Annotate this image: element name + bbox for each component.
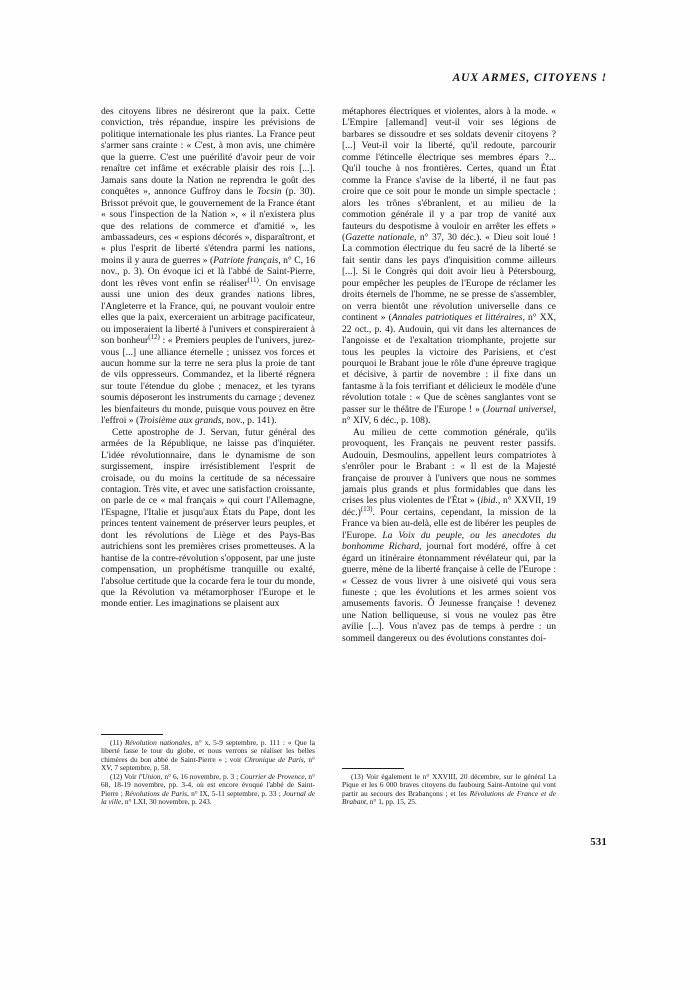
footnote-separator-rule: [342, 768, 404, 769]
paragraph: Cette apostrophe de J. Servan, futur général des armées de la République, ne laisse pas d'inquiéter. L'idée révolutionnaire, dans le dynamisme de son surgissement, inspire irrésistiblement l'esprit de croisade, ou du moins la certitude de sa nécessaire contagion. Très vite, et avec une satisfaction croissante, on parle de ce « mal français » qui court l'Allemagne, l'Espagne, l'Italie et jusqu'aux États du Pape, dont les princes tentent vainement de préserver leurs peuples, et dont les révolutions de Liège et des Pays-Bas autrichiens sont les premières crises prometteuses. A la hantise de la contre-révolution s'opposent, par une juste compensation, un prophétisme tranquille ou exalté, l'absolue certitude que la cocarde fera le tour du monde, que la Révolution va métamorphoser l'Europe et le monde entier. Les imaginations se plaisent aux: [101, 426, 315, 610]
paragraph: Au milieu de cette commotion générale, qu'ils provoquent, les Français ne peuvent rester passifs. Audouin, Desmoulins, appellent leurs compatriotes à s'enrôler pour le Brabant : « Il est de la Majesté française de prouver à l'univers que nous ne sommes jamais plus grands et plus formidables que dans les crises les plus violentes de l'État » (ibid., n° XXVII, 19 déc.)$^{(13)}$. Pour certains, cependant, la mission de la France va bien au-delà, elle est de libérer les peuples de l'Europe. La Voix du peuple, ou les anecdotes du bonhomme Richard, journal fort modéré, offre à cet égard un itinéraire étonnamment révélateur qui, par la guerre, mène de la liberté française à celle de l'Europe : « Cessez de vous livrer à une oisiveté qui vous sera funeste ; que les évolutions et les armes soient vos amusements favoris. Ô Jeunesse française ! devenez une Nation belliqueuse, si vous ne voulez pas être avilie [...]. Vous n'avez pas de temps à perdre : un sommeil dangereux ou des évolutions constantes doi-: [342, 426, 557, 644]
footnote: (12) Voir l'Union, n° 6, 16 novembre, p. 3 ; Courrier de Provence, n° 68, 18-19 novembre, pp. 3-4, où est encore évoqué l'abbé de Saint-Pierre ; Révolutions de Paris, n° IX, 5-11 septembre, p. 33 ; Journal de la ville, n° LXI, 30 novembre, p. 243.: [101, 771, 316, 806]
footnote-column-left: [101, 734, 315, 806]
footnote-column-right: [342, 734, 556, 806]
footnote: (13) Voir également le n° XXVIII, 20 décembre, sur le général La Pique et les 6 000 braves citoyens du faubourg Saint-Antoine qui vont partir au secours des Brabançons ; et les Révolutions de France et de Brabant, n° 1, pp. 15, 25.: [342, 772, 556, 807]
footnote: (11) Révolution nationales, n° x, 5-9 septembre, p. 111 : « Que la liberté fasse le tour du globe, et nous verrons se réaliser les belles chimères du bon abbé de Saint-Pierre » ; voir Chronique de Paris, n° XV, 7 septembre, p. 58.: [101, 738, 315, 773]
footnote-area: [101, 734, 611, 806]
footnote-separator-rule: [101, 734, 163, 735]
two-column-body: [101, 106, 611, 644]
paragraph: métaphores électriques et violentes, alors à la mode. « L'Empire [allemand] veut-il voir ses légions de barbares se dissoudre et ses soldats devenir citoyens ? [...] Veut-il voir la liberté, qu'il redoute, parcourir comme l'étincelle électrique ses membres épars ?... Qu'il touche à nos frontières. Certes, quand un État comme la France s'avise de la liberté, il ne faut pas croire que ce soit pour le monde un simple spectacle ; alors les trônes s'ébranlent, et au milieu de la commotion générale il y a par trop de vanité aux fauteurs du despotisme à vouloir en arrêter les effets » (Gazette nationale, n° 37, 30 déc.). « Dieu soit loué ! La commotion électrique du feu sacré de la liberté se fait sentir dans les pays d'inquisition comme ailleurs [...]. Si le Congrès qui doit avoir lieu à Pétersbourg, pour empêcher les peuples de l'Europe de réclamer les droits éternels de l'homme, ne se presse de s'assembler, on verra bientôt une révolution universelle dans ce continent » (Annales patriotiques et littéraires, n° XX, 22 oct., p. 4). Audouin, qui vit dans les alternances de l'angoisse et de l'exaltation triomphante, projette sur tous les peuples la victoire des Parisiens, et c'est pourquoi le Brabant joue le rôle d'une épreuve tragique et décisive, à partir de novembre : il fixe dans un fantasme à la fois terrifiant et délicieux le modèle d'une révolution totale : « Que de scènes sanglantes vont se passer sur le théâtre de l'Europe ! » (Journal universel, n° XIV, 6 déc., p. 108).: [342, 106, 556, 427]
page-number: 531: [590, 837, 607, 848]
column-left: [101, 106, 315, 644]
column-right: [342, 106, 556, 644]
paragraph: des citoyens libres ne désireront que la paix. Cette conviction, très répandue, inspire les prévisions de politique internationale les plus riantes. La France peut s'armer sans crainte : « C'est, à mon avis, une chimère que la guerre. C'est une puérilité d'avoir peur de voir renaître cet infâme et exécrable plaisir des rois [...]. Jamais sans doute la Nation ne reprendra le goût des conquêtes », annonce Guffroy dans le Tocsin (p. 30). Brissot prévoit que, le gouvernement de la France étant « sous l'inspection de la Nation », « il n'existera plus que des relations de commerce et d'amitié », les ambassadeurs, ces « espions décorés », disparaîtront, et « plus l'esprit de liberté s'étendra parmi les nations, moins il y aura de guerres » (Patriote français, n° C, 16 nov., p. 3). On évoque ici et là l'abbé de Saint-Pierre, dont les rêves vont enfin se réaliser$^{(11)}$. On envisage aussi une union des deux grandes nations libres, l'Angleterre et la France, qui, ne pouvant vouloir entre elles que la paix, exerceraient un arbitrage pacificateur, ou imposeraient la liberté à l'univers et conspireraient à son bonheur$^{(12)}$ : « Premiers peuples de l'univers, jurez-vous [...] une alliance éternelle ; unissez vos forces et aucun homme sur la terre ne sera plus la proie de tant de vils oppresseurs. Commandez, et la liberté régnera sur toute l'étendue du globe ; menacez, et les tyrans soumis déposeront les instruments du carnage ; devenez les bienfaiteurs du monde, puisque vous pouvez en être l'effroi » (Troisième aux grands, nov., p. 141).: [101, 106, 315, 427]
running-head: AUX ARMES, CITOYENS !: [452, 72, 607, 84]
